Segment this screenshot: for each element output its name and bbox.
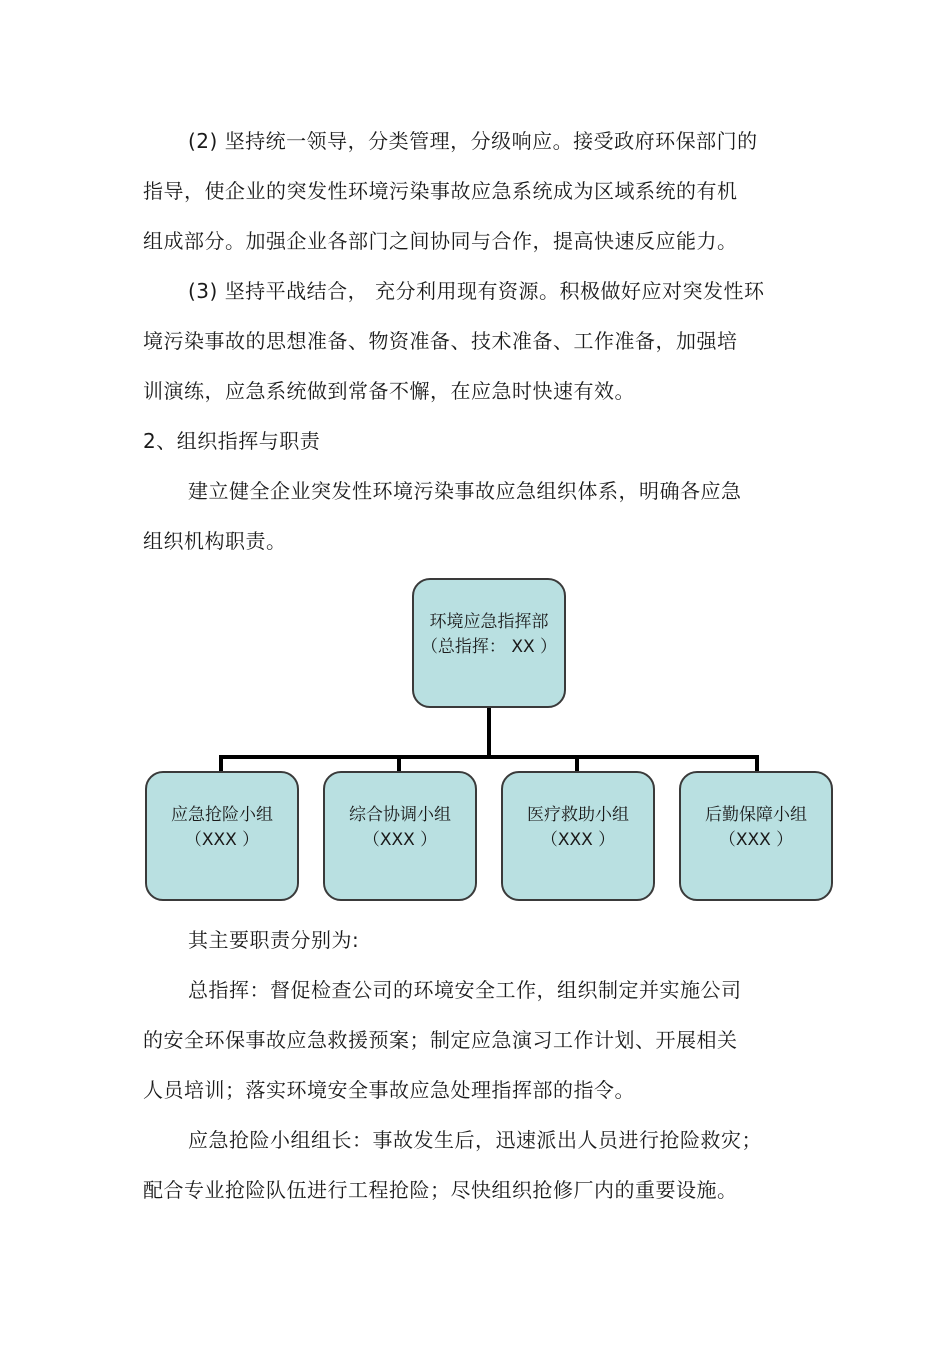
connector-drop-2 [397,755,401,772]
intro-line-2: 组织机构职责。 [143,529,287,553]
para2-line-1: (2) 坚持统一领导，分类管理，分级响应。接受政府环保部门的 [188,129,758,153]
connector-horizontal [219,755,759,759]
org-group-title-2: 综合协调小组 [349,805,451,825]
commander-line-1: 总指挥：督促检查公司的环境安全工作，组织制定并实施公司 [188,978,742,1002]
rescue-leader-line-2: 配合专业抢险队伍进行工程抢险；尽快组织抢修厂内的重要设施。 [143,1178,738,1202]
org-root-subtitle: （总指挥： XX ） [420,637,558,657]
rescue-leader-line-1: 应急抢险小组组长：事故发生后，迅速派出人员进行抢险救灾； [188,1128,762,1152]
intro-line-1: 建立健全企业突发性环境污染事故应急组织体系，明确各应急 [188,479,742,503]
connector-drop-3 [575,755,579,772]
org-group-box-4 [679,771,833,901]
org-group-title-3: 医疗救助小组 [527,805,629,825]
org-group-subtitle-1: （XXX ） [184,830,260,850]
org-group-title-1: 应急抢险小组 [171,805,273,825]
commander-line-3: 人员培训；落实环境安全事故应急处理指挥部的指令。 [143,1078,635,1102]
connector-drop-1 [219,755,223,772]
para2-line-2: 指导，使企业的突发性环境污染事故应急系统成为区域系统的有机 [143,179,738,203]
connector-vertical-main [487,708,491,758]
para2-line-3: 组成部分。加强企业各部门之间协同与合作，提高快速反应能力。 [143,229,738,253]
org-root-box [412,578,566,708]
org-group-box-1 [145,771,299,901]
org-group-title-4: 后勤保障小组 [705,805,807,825]
para3-line-1: (3) 坚持平战结合， 充分利用现有资源。积极做好应对突发性环 [188,279,765,303]
org-group-box-2 [323,771,477,901]
commander-line-2: 的安全环保事故应急救援预案；制定应急演习工作计划、开展相关 [143,1028,738,1052]
connector-drop-4 [755,755,759,772]
para3-line-2: 境污染事故的思想准备、物资准备、技术准备、工作准备，加强培 [143,329,738,353]
org-group-subtitle-4: （XXX ） [718,830,794,850]
org-group-box-3 [501,771,655,901]
para3-line-3: 训演练，应急系统做到常备不懈，在应急时快速有效。 [143,379,635,403]
duties-heading: 其主要职责分别为: [188,928,360,952]
org-group-subtitle-3: （XXX ） [540,830,616,850]
org-root-title: 环境应急指挥部 [429,612,549,632]
org-group-subtitle-2: （XXX ） [362,830,438,850]
section-heading: 2、组织指挥与职责 [143,429,321,453]
